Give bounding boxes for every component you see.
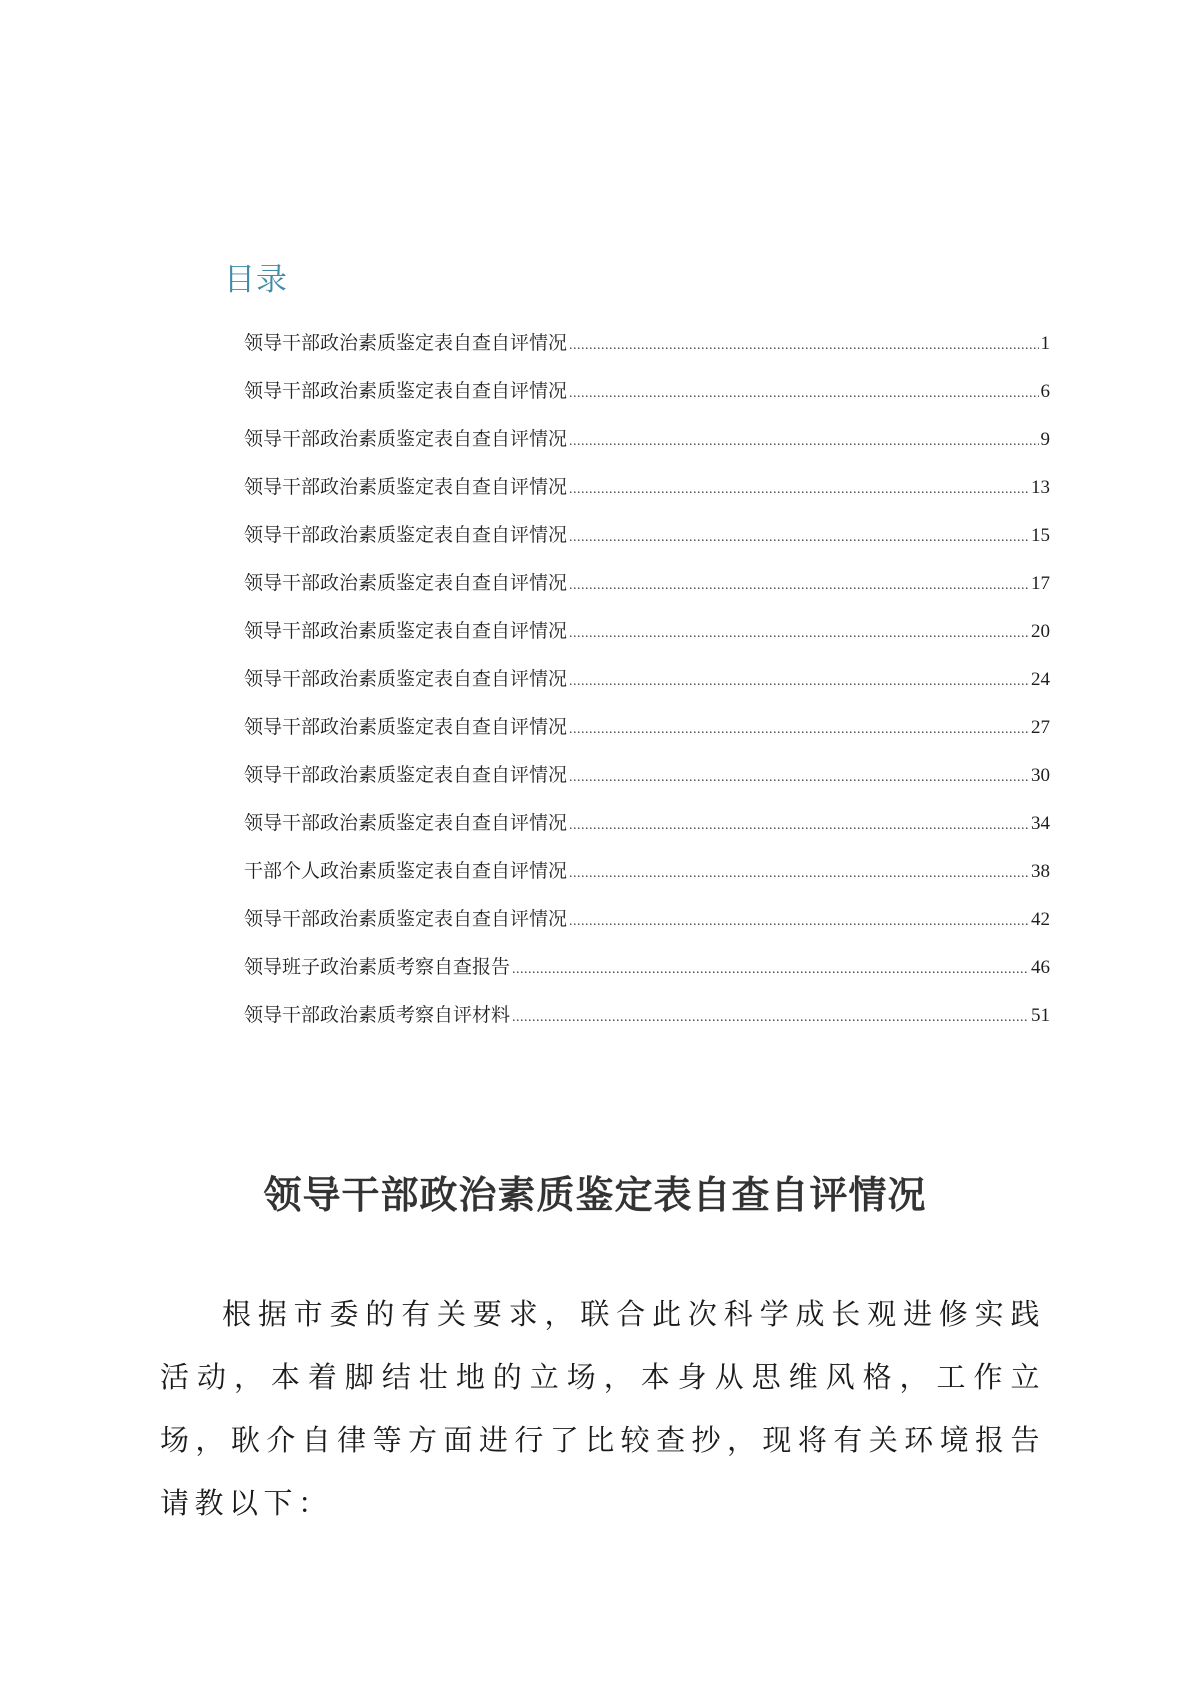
toc-entry-title: 领导干部政治素质鉴定表自查自评情况	[244, 812, 568, 834]
toc-entry-page-number: 34	[1031, 813, 1050, 834]
toc-entry-page-number: 1	[1040, 333, 1050, 354]
toc-entry-title: 领导干部政治素质鉴定表自查自评情况	[244, 716, 568, 738]
toc-entry-title: 领导干部政治素质鉴定表自查自评情况	[244, 668, 568, 690]
body-paragraph: 根据市委的有关要求，联合此次科学成长观进修实践活动，本着脚结壮地的立场，本身从思维风格，工作立场，耿介自律等方面进行了比较查抄，现将有关环境报告请教以下：	[160, 1297, 1045, 1520]
toc-dot-leader	[569, 514, 1029, 562]
toc-dot-leader	[569, 610, 1029, 658]
toc-entry[interactable]	[244, 991, 1050, 1039]
toc-entry-page-number: 30	[1031, 765, 1050, 786]
toc-entry-page-number: 46	[1031, 957, 1050, 978]
toc-entry-title: 领导干部政治素质鉴定表自查自评情况	[244, 620, 568, 642]
toc-dot-leader	[569, 562, 1029, 610]
document-title: 领导干部政治素质鉴定表自查自评情况	[263, 1173, 927, 1217]
toc-entry-page-number: 24	[1031, 669, 1050, 690]
toc-entry-page-number: 27	[1031, 717, 1050, 738]
toc-entry[interactable]	[244, 895, 1050, 943]
toc-dot-leader	[569, 658, 1029, 706]
toc-entry-title: 领导干部政治素质鉴定表自查自评情况	[244, 332, 568, 354]
toc-dot-leader	[569, 322, 1038, 370]
toc-heading: 目录	[224, 262, 288, 298]
toc-entry[interactable]	[244, 367, 1050, 415]
toc-entry[interactable]	[244, 463, 1050, 511]
toc-entry-title: 领导干部政治素质鉴定表自查自评情况	[244, 428, 568, 450]
toc-entry[interactable]	[244, 319, 1050, 367]
toc-entry[interactable]	[244, 847, 1050, 895]
toc-entry-page-number: 20	[1031, 621, 1050, 642]
toc-entry-page-number: 38	[1031, 861, 1050, 882]
toc-dot-leader	[569, 370, 1038, 418]
toc-entry[interactable]	[244, 511, 1050, 559]
toc-entry-title: 干部个人政治素质鉴定表自查自评情况	[244, 860, 568, 882]
toc-entry-title: 领导干部政治素质鉴定表自查自评情况	[244, 380, 568, 402]
toc-dot-leader	[569, 898, 1029, 946]
toc-entry-page-number: 51	[1031, 1005, 1050, 1026]
toc-dot-leader	[569, 754, 1029, 802]
toc-entry[interactable]	[244, 943, 1050, 991]
toc-dot-leader	[569, 706, 1029, 754]
toc-entry[interactable]	[244, 799, 1050, 847]
toc-dot-leader	[569, 466, 1029, 514]
toc-entry-title: 领导干部政治素质鉴定表自查自评情况	[244, 572, 568, 594]
toc-entry-title: 领导干部政治素质鉴定表自查自评情况	[244, 908, 568, 930]
toc-entry-page-number: 13	[1031, 477, 1050, 498]
toc-entry-page-number: 17	[1031, 573, 1050, 594]
toc-entry-title: 领导干部政治素质鉴定表自查自评情况	[244, 764, 568, 786]
toc-entry-title: 领导干部政治素质考察自评材料	[244, 1004, 511, 1026]
toc-entry-title: 领导干部政治素质鉴定表自查自评情况	[244, 524, 568, 546]
toc-entry[interactable]	[244, 703, 1050, 751]
toc-entry-page-number: 42	[1031, 909, 1050, 930]
toc-dot-leader	[512, 994, 1029, 1042]
toc-entry[interactable]	[244, 751, 1050, 799]
toc-entry-page-number: 15	[1031, 525, 1050, 546]
toc-entry[interactable]	[244, 559, 1050, 607]
toc-dot-leader	[512, 946, 1029, 994]
toc-entry-title: 领导班子政治素质考察自查报告	[244, 956, 511, 978]
toc-dot-leader	[569, 418, 1038, 466]
toc-entry-page-number: 9	[1040, 429, 1050, 450]
table-of-contents	[244, 319, 1050, 1039]
toc-entry-page-number: 6	[1040, 381, 1050, 402]
toc-dot-leader	[569, 802, 1029, 850]
toc-entry-title: 领导干部政治素质鉴定表自查自评情况	[244, 476, 568, 498]
toc-entry[interactable]	[244, 415, 1050, 463]
toc-entry[interactable]	[244, 607, 1050, 655]
toc-entry[interactable]	[244, 655, 1050, 703]
toc-dot-leader	[569, 850, 1029, 898]
